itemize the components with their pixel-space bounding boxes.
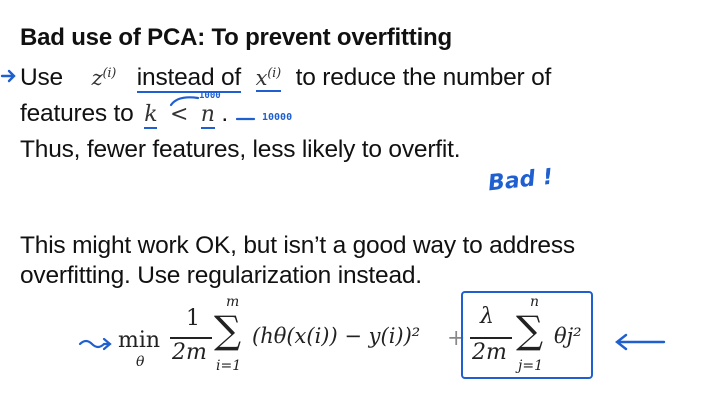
slide-title: Bad use of PCA: To prevent overfitting bbox=[20, 24, 452, 51]
z-symbol: $z^{(i)}$ bbox=[91, 66, 117, 90]
less-than-symbol: < bbox=[169, 102, 189, 127]
left-pointing-arrow-icon bbox=[612, 332, 668, 352]
regularization-highlight-box bbox=[461, 291, 593, 379]
line1-rest: to reduce the number of bbox=[295, 64, 552, 91]
min-subscript: θ bbox=[136, 354, 145, 370]
fraction2-numerator: λ bbox=[480, 304, 494, 329]
paragraph-2-line-2: overfitting. Use regularization instead. bbox=[20, 262, 422, 289]
fraction1-numerator: 1 bbox=[186, 306, 200, 331]
sum1-upper: m bbox=[226, 294, 240, 310]
features-to: features to bbox=[20, 100, 134, 127]
fraction2-denominator: 2m bbox=[472, 340, 507, 365]
sum1-sigma: ∑ bbox=[214, 308, 242, 352]
use-word: Use bbox=[20, 64, 63, 91]
k-value-annotation: 1000 bbox=[199, 91, 221, 101]
plus-sign: + bbox=[447, 326, 466, 351]
squared-error-term: (hθ(x(i)) − y(i))² bbox=[252, 324, 421, 348]
arrow-icon bbox=[0, 68, 18, 84]
k-symbol: k bbox=[144, 102, 158, 127]
sum2-lower: j=1 bbox=[518, 358, 543, 374]
n-symbol: n bbox=[200, 102, 215, 127]
instead-of-phrase: instead of bbox=[136, 64, 242, 91]
sum2-sigma: ∑ bbox=[516, 308, 544, 352]
paragraph-2-line-1: This might work OK, but isn’t a good way to address bbox=[20, 232, 575, 259]
x-symbol: $x^{(i)}$ bbox=[255, 66, 281, 90]
theta-squared-term: θj² bbox=[554, 324, 582, 348]
sum2-upper: n bbox=[530, 294, 540, 310]
text-line-2 bbox=[20, 100, 228, 128]
left-ink-arrow-1 bbox=[0, 68, 18, 89]
text-line-3: Thus, fewer features, less likely to overfit. bbox=[20, 136, 461, 163]
line2-period: . bbox=[221, 100, 228, 127]
n-value-annotation: 10000 bbox=[262, 112, 293, 123]
squiggle-arrow-icon bbox=[78, 334, 114, 352]
min-operator: min bbox=[118, 328, 161, 353]
text-line-1 bbox=[20, 64, 551, 92]
fraction1-denominator: 2m bbox=[172, 340, 207, 365]
bad-annotation: Bad ! bbox=[486, 164, 555, 197]
sum1-lower: i=1 bbox=[216, 358, 242, 374]
dash-mark-icon bbox=[236, 116, 256, 122]
